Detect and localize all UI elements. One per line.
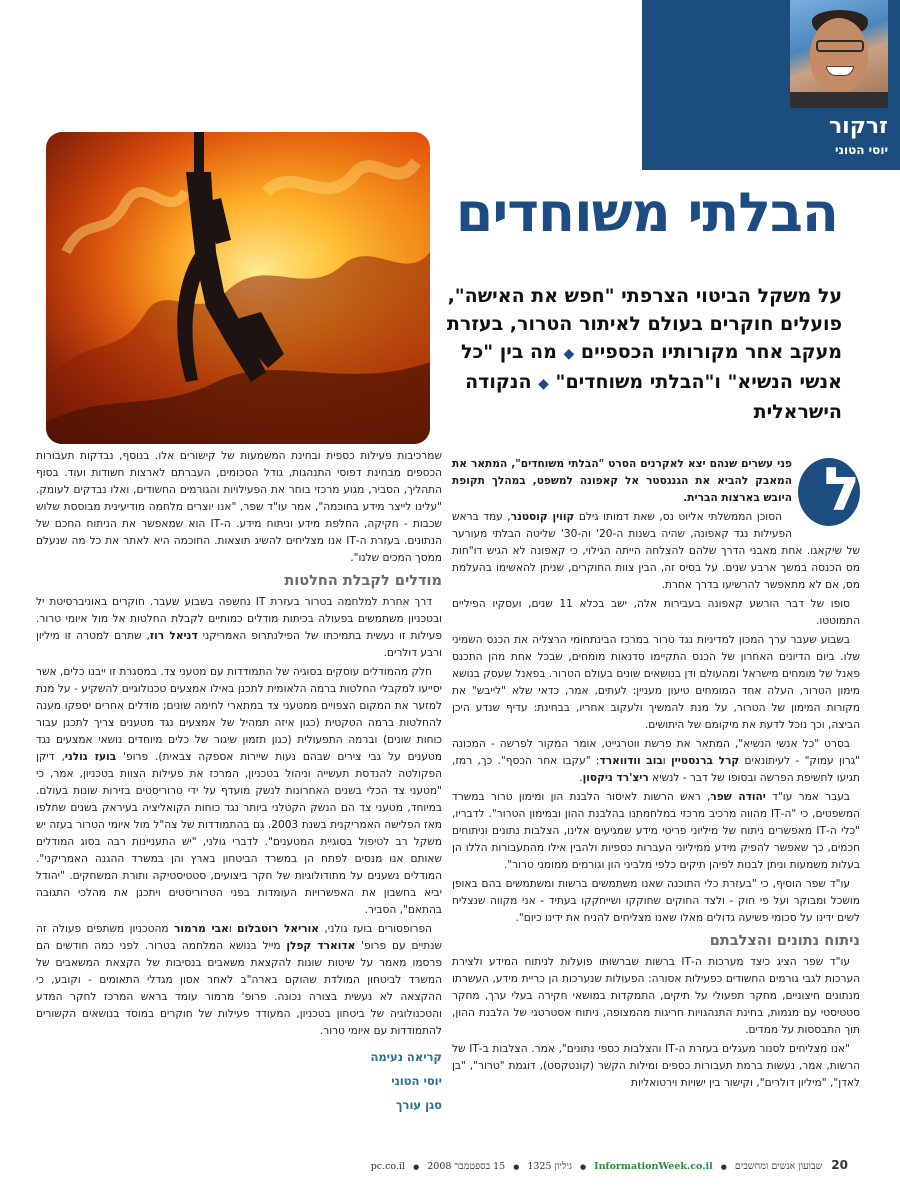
body-paragraph: עו"ד שפר הוסיף, כי "בעזרת כלי התוכנה שאנו משתמשים ברשות ומשתמשים בהם באופן מושכל ומבוקר ועל פי חוק - ולצד החוקים שחוקקו ושייחקקו בעתיד - אני מקווה שנצליח לשים ידינו על סכומי פשיעה גדולים מאלו שאנו מצליחים להניח את ידינו כיום". (452, 878, 860, 924)
footer-separator-icon: ● (720, 1163, 727, 1171)
author-photo (790, 0, 888, 108)
page-footer (48, 1158, 848, 1172)
deck-bullet-icon: ◆ (538, 376, 549, 392)
credit-signoff: קריאה נעימה (370, 1050, 442, 1064)
hero-image-fire-rifle (46, 132, 430, 444)
drop-cap-letter: ל (823, 455, 860, 525)
footer-issue: גיליון 1325 (527, 1161, 572, 1172)
body-column-left (36, 448, 442, 1118)
drop-cap (798, 455, 860, 526)
body-paragraph: דרך אחרת למלחמה בטרור בעזרת IT נחשפה בשבוע שעבר. חוקרים באוניברסיטת יל ובטכניון משתמשים בפעולה בכיתות מודלים כמותיים לקבלת החלטות אל מול איומי טרור. פעילות זו נעשית בתמיכתו של הפילנתרופ האמריקני דניאל רוז, שתרם למטרה זו מיליון ורבע דולרים. (36, 596, 442, 659)
deck-line-2: מה בין "כל אנשי הנשיא" ו"הבלתי משוחדים" (460, 341, 842, 393)
subhead-data-analysis: ניתוח נתונים והצלבתם (709, 933, 860, 949)
column-banner (642, 0, 900, 170)
body-paragraph: עו"ד שפר הציג כיצד מערכות ה-IT ברשות שברשותו פועלות לניתוח המידע ולצירת הערכות לגבי גורמים החשודים כפעילות אסורה: הפעולות שנערכות הן כריית מידע, העשרתו מנתונים חיצוניים, מחקר תפעולי על תיקים, התמקדות במושאי חקירה בעלי ערך, מחקר סטטיסטי עם מגמות, בחינת התנהגויות חריגות מהמצופה, ניתוח אסטרטגי של הלבנת ההון, תוך התבססות על ממדים. (452, 956, 860, 1036)
body-column-right (452, 456, 860, 1094)
credit-author: יוסי הטוני (391, 1074, 442, 1088)
headline: הבלתי משוחדים (455, 181, 838, 244)
footer-separator-icon: ● (413, 1163, 420, 1171)
body-paragraph: "אנו מצליחים לסנור מעגלים בעזרת ה-IT והצלבות כספי נתונים", אמר. הצלבות ב-IT של הרשות, אמר, נעשות ברמת תעבורות כספים ומילות הקשר (קונטקסט), דוגמת "טרור", "בן לאדן", "מיליון דולרים", וקישור בין ישויות וירטואליות (452, 1043, 860, 1089)
body-paragraph: הפרופסורים בועז גולני, אוריאל רוטבלום ואבי מרמור מהטכניון משתפים פעולה זה שנתיים עם פרופ' אדוארד קפלן מייל בנושא המלחמה בטרור. לפני כמה חודשים הם פרסמו מאמר על שיטות שונות להקצאת משאבים בנסיבות של הקצאת המשאבים של המשרד לביטחון המולדת שהוקם בארה"ב לאחר אסון מגדלי התאומים - וקובע, כי ההקצאה לא נעשית בצורה נכונה. פרופ' מרמור עומד בראש המרכז לחקר המדע והטכנולוגיה של ביטחון בטכניון, המעודד פעילות של חוקרים במוסד בנושאים הקשורים להתמודדות עם איומי טרור. (36, 923, 442, 1037)
lead-paragraph: פני עשרים שנהם יצא לאקרנים הסרט "הבלתי משוחדים", המתאר את המאבק להביא את הגנגסטר אל קאפונה למשפט, במהלך תקופת היובש בארצות הברית. (452, 458, 792, 504)
footer-site-link[interactable]: InformationWeek.co.il (594, 1161, 713, 1172)
fire-rifle-illustration (46, 132, 430, 444)
credits (36, 1046, 442, 1116)
page-number: 20 (831, 1158, 848, 1172)
body-paragraph: חלק מהמודלים עוסקים בסוגיה של התמודדות עם מטעני צד. במסגרת זו ייבנו כלים, אשר יסייעו למקבלי החלטות ברמה הלאומית לתכנן באילו אמצעים טכנולוגיים להשקיע - על מנת למזער את המקום הצפויים ממטעני צד במתארי לחימה שונים; מודלים אחרים יספקו מענה להחלטות ברמה הטקטית (כגון איזה תמהיל של אמצעים נגד מטענים צריך לתכנן עבור כוחות שונים) וברמה התפעולית (כגון תזמון שיגור של כלים מיוחדים נושאי אמצעים נגד מטענים על גבי צירים שבהם נעות שיירות אספקה צבאית). פרופ' בועז גולני, דיקן הפקולטה להנדסת תעשייה וניהול בטכניון, המרכז את פעילות הצוות בטכניון, אמר, כי "מטעני צד הכלי בשנים האחרונות לנשק מועדף על ידי טרוריסטים בזירות שונות בעולם. במיוחד, מטעני צד הם הנשק הקטלני ביותר נגד כוחות הקואליציה בעיראק בשנים שחלפו מאז הפלישה האמריקנית בשנת 2003. גם בהתמודדות של צה"ל מול איומי הטרור בעזה יש משקל רב לטיפול בסוגיית המטענים". לדברי גולני, "יש התעניינות רבה בסוג המודלים שאותם אנו מנסים לפתח הן במשרד הביטחון בארץ והן במשרד ההגנה האמריקני". המודלים נשענים על מתודולוגיות של חקר ביצועים, סטטיסטיקה ותורת המשחקים. "יהודל יביא בחשבון את האפשרויות העומדות בפני הטרוריסטים ויתכנן את מהלכי התגובה בהתאם", הסביר. (36, 666, 443, 916)
body-paragraph: בעבר אמר עו"ד יהודה שפר, ראש הרשות לאיסור הלבנת הון ומימון טרור במשרד המשפטים, כי "ה-IT מהווה מרכיב מרכזי במלחמתנו בהלבנת ההון ובמימון הטרור". לדבריו, "כלי ה-IT מאפשרים ניתוח של מיליוני פריטי מידע שמגיעים אלינו, הצלבות נתונים וניתוחים חכמים, כך שאפשר להפיק מידע ממיליוני העברות כספיות ולהבין אילו מהתעבורות הללו הן בעלות משמעות וניתן לבנות לפיהן תיקים כלפי מלביני הון וגורמים ממומני טרור". (452, 791, 860, 871)
body-paragraph: הסוכן הממשלתי אליוט נס, שאת דמותו גילם קווין קוסטנר, עמד בראש הפעילות נגד קאפונה, שהיה בשנות ה-20' וה-30' שליטה הבלתי מעורער של שיקאגו. אחת מאבני הדרך שלהם להצלחה הייתה הגילוי, כי קאפונה לא הגיש דו"חות מס הכנסה במשך ארבע שנים. על בסיס זה, הבין צוות החוקרים, שניתן להאשימו בהעלמת מס, אם לא מתאפשר להרשיעו בדרך אחרת. (452, 511, 860, 591)
footer-publication: שבועון אנשים ומחשבים (734, 1161, 823, 1172)
footer-separator-icon: ● (513, 1163, 520, 1171)
deck-line-1: על משקל הביטוי הצרפתי "חפש את האישה", פועלים חוקרים בעולם לאיתור הטרור, בעזרת מעקב אחר מקורותיו הכספיים (446, 285, 842, 363)
credit-role: סגן עורך (395, 1098, 442, 1112)
author-byline: יוסי הטוני (834, 143, 888, 157)
body-paragraph: שמרכיבות פעילות כספית ובחינת המשמעות של קישורים אלו. בנוסף, נבדקות תעבורות הכספים מבחינת דפוסי התנהגות, גודל הסכומים, העברתם לארצות חשודות ועוד. בסוף התהליך, הסביר, מגוע מרכזי בוחר את הפעילויות והגורמים החשודים, ואלו נבדקים לעומק. "עלינו לייצר מידע בחוכמה", אמר עו"ד שפר, "אנו יוצרים מלחמה מודיעינית מבוססת שלוש שכבות - חקיקה, החלפת מידע וניתוח מידע. ה-IT הוא שמאפשר את הניתוח החכם של הנתונים. בעזרת ה-IT אנו מצליחים להשיג תוצאות. החוכמה היא לאתר את כל מה שנעלם ממסך המכים שלנו". (36, 450, 442, 564)
deck-bullet-icon: ◆ (563, 346, 575, 362)
subhead-decision-models: מודלים לקבלת החלטות (284, 573, 442, 589)
body-paragraph: בסרט "כל אנשי הנשיא", המתאר את פרשת ווטרגייט, אומר המקור לפרשה - המכונה "גרון עמוק" - לעיתונאים קרל ברנסטיין ובוב וודווארד: "עקבו אחר הכסף". כך, רמז, תגיעו לחשיפת הפרשה ובסופו של דבר - לנשיא ריצ'רד ניקסון. (452, 738, 860, 784)
body-paragraph: סופו של דבר הורשע קאפונה בעבירות אלה, ישב בכלא 11 שנים, ועסקיו הפיליים התמוטטו. (452, 598, 860, 627)
column-name: זרקור (828, 114, 888, 139)
deck (434, 282, 842, 426)
deck-line-3: הנקודה הישראלית (465, 371, 842, 423)
footer-separator-icon: ● (580, 1163, 587, 1171)
footer-date: 15 בספטמבר 2008 (427, 1161, 506, 1172)
body-paragraph: בשבוע שעבר ערך המכון למדיניות נגד טרור במרכז הבינתחומי הרצליה את הכנס השמיני שלו. ביום הדיונים האחרון של הכנס התקיימו סדנאות מומחים, שבכל אחת מהן התכנס פאנל של מומחים מישראל ומהעולם ודן בנושאים שונים בעולם הטרור. בפאנל שעסק בנושא מימון הטרור, העלה אחד המומחים טיעון מעניין: לעתים, אמר, כדאי שלא "לייבש" את מקורות המימון של הטרור, על מנת להמשיך ולעקוב אחריו, בבחינת: עדיף שנדע היכן הביצה, וכך נוכל לדעת את מיקומם של היתושים. (452, 634, 860, 731)
footer-site-2[interactable]: pc.co.il (370, 1161, 406, 1172)
